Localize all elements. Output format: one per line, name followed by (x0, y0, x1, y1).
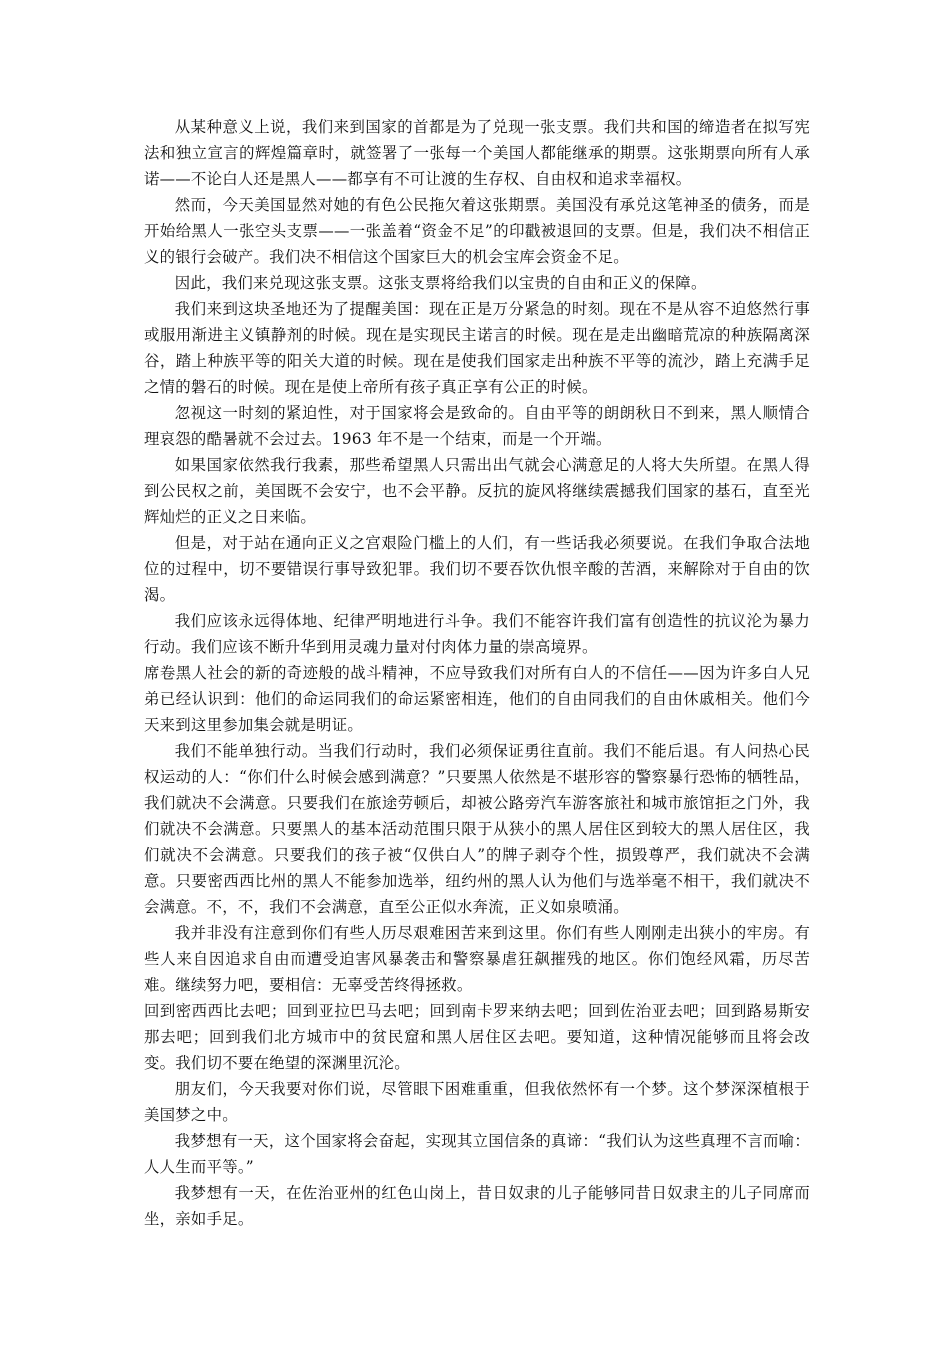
paragraph-10: 我们不能单独行动。当我们行动时，我们必须保证勇往直前。我们不能后退。有人问热心民权运动的人：“你们什么时候会感到满意？”只要黑人依然是不堪形容的警察暴行恐怖的牺牲品，我们就决不会满意。只要我们在旅途劳顿后，却被公路旁汽车游客旅社和城市旅馆拒之门外，我们就决不会满意。只要黑人的基本活动范围只限于从狭小的黑人居住区到较大的黑人居住区，我们就决不会满意。只要我们的孩子被“仅供白人”的牌子剥夺个性，损毁尊严，我们就决不会满意。只要密西西比州的黑人不能参加选举，纽约州的黑人认为他们与选举毫不相干，我们就决不会满意。不，不，我们不会满意，直至公正似水奔流，正义如泉喷涌。 (144, 742, 810, 916)
paragraph-12: 回到密西西比去吧；回到亚拉巴马去吧；回到南卡罗来纳去吧；回到佐治亚去吧；回到路易斯安那去吧；回到我们北方城市中的贫民窟和黑人居住区去吧。要知道，这种情况能够而且将会改变。我们切不要在绝望的深渊里沉沦。 (144, 1002, 810, 1072)
paragraph-15: 我梦想有一天，在佐治亚州的红色山岗上，昔日奴隶的儿子能够同昔日奴隶主的儿子同席而坐，亲如手足。 (144, 1184, 810, 1228)
paragraph-2: 然而，今天美国显然对她的有色公民拖欠着这张期票。美国没有承兑这笔神圣的债务，而是开始给黑人一张空头支票——一张盖着“资金不足”的印戳被退回的支票。但是，我们决不相信正义的银行会破产。我们决不相信这个国家巨大的机会宝库会资金不足。 (144, 196, 810, 266)
speech-text-body (144, 114, 810, 1232)
paragraph-8: 我们应该永远得体地、纪律严明地进行斗争。我们不能容许我们富有创造性的抗议沦为暴力行动。我们应该不断升华到用灵魂力量对付肉体力量的崇高境界。 (144, 612, 810, 656)
paragraph-11: 我并非没有注意到你们有些人历尽艰难困苦来到这里。你们有些人刚刚走出狭小的牢房。有些人来自因追求自由而遭受迫害风暴袭击和警察暴虐狂飙摧残的地区。你们饱经风霜，历尽苦难。继续努力吧，要相信：无辜受苦终得拯救。 (144, 924, 810, 994)
paragraph-3: 因此，我们来兑现这张支票。这张支票将给我们以宝贵的自由和正义的保障。 (174, 274, 707, 292)
paragraph-6: 如果国家依然我行我素，那些希望黑人只需出出气就会心满意足的人将大失所望。在黑人得到公民权之前，美国既不会安宁，也不会平静。反抗的旋风将继续震撼我们国家的基石，直至光辉灿烂的正义之日来临。 (144, 456, 810, 526)
paragraph-1: 从某种意义上说，我们来到国家的首都是为了兑现一张支票。我们共和国的缔造者在拟写宪法和独立宣言的辉煌篇章时，就签署了一张每一个美国人都能继承的期票。这张期票向所有人承诺——不论白人还是黑人——都享有不可让渡的生存权、自由权和追求幸福权。 (144, 118, 810, 188)
paragraph-9: 席卷黑人社会的新的奇迹般的战斗精神，不应导致我们对所有白人的不信任——因为许多白人兄弟已经认识到：他们的命运同我们的命运紧密相连，他们的自由同我们的自由休戚相关。他们今天来到这里参加集会就是明证。 (144, 664, 810, 734)
paragraph-14: 我梦想有一天，这个国家将会奋起，实现其立国信条的真谛：“我们认为这些真理不言而喻：人人生而平等。” (144, 1132, 810, 1176)
paragraph-4: 我们来到这块圣地还为了提醒美国：现在正是万分紧急的时刻。现在不是从容不迫悠然行事或服用渐进主义镇静剂的时候。现在是实现民主诺言的时候。现在是走出幽暗荒凉的种族隔离深谷，踏上种族平等的阳关大道的时候。现在是使我们国家走出种族不平等的流沙，踏上充满手足之情的磐石的时候。现在是使上帝所有孩子真正享有公正的时候。 (144, 300, 810, 396)
paragraph-13: 朋友们，今天我要对你们说，尽管眼下困难重重，但我依然怀有一个梦。这个梦深深植根于美国梦之中。 (144, 1080, 810, 1124)
paragraph-7: 但是，对于站在通向正义之宫艰险门槛上的人们，有一些话我必须要说。在我们争取合法地位的过程中，切不要错误行事导致犯罪。我们切不要吞饮仇恨辛酸的苦酒，来解除对于自由的饮渴。 (144, 534, 810, 604)
paragraph-5: 忽视这一时刻的紧迫性，对于国家将会是致命的。自由平等的朗朗秋日不到来，黑人顺情合理哀怨的酷暑就不会过去。1963 年不是一个结束，而是一个开端。 (144, 404, 810, 448)
